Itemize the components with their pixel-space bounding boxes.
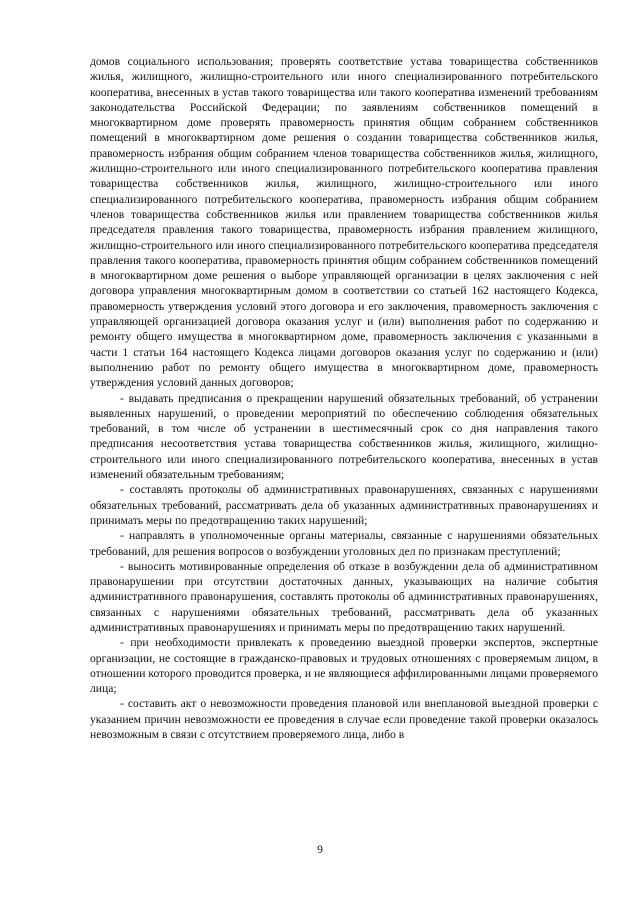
paragraph-continuation: домов социального использования; проверять соответствие устава товарищества собственников жилья, жилищного, жилищно-строительного или иного специализированного потребительского кооператива, внесенных в устав такого товарищества или такого кооператива изменений требованиям законодательства Российской Федерации; по заявлениям собственников помещений в многоквартирном доме проверять правомерность принятия общим собранием собственников помещений в многоквартирном доме решения о создании товарищества собственников жилья, правомерность избрания общим собранием членов товарищества собственников жилья, жилищного, жилищно-строительного или иного специализированного потребительского кооператива правления товарищества собственников жилья, жилищного, жилищно-строительного или иного специализированного потребительского кооператива, правомерность избрания общим собранием членов товарищества собственников жилья или правлением товарищества собственников жилья председателя правления такого товарищества, правомерность избрания правлением жилищного, жилищно-строительного или иного специализированного потребительского кооператива председателя правления такого кооператива, правомерность принятия общим собранием собственников помещений в многоквартирном доме решения о выборе управляющей организации в целях заключения с ней договора управления многоквартирным домом в соответствии со статьей 162 настоящего Кодекса, правомерность утверждения условий этого договора и его заключения, правомерность заключения с управляющей организацией договора оказания услуг и (или) выполнения работ по содержанию и ремонту общего имущества в многоквартирном доме, правомерность заключения с указанными в части 1 статьи 164 настоящего Кодекса лицами договоров оказания услуг по содержанию и (или) выполнению работ по ремонту общего имущества в многоквартирном доме, правомерность утверждения условий данных договоров;: [90, 55, 598, 390]
paragraph-experts: - при необходимости привлекать к проведению выездной проверки экспертов, экспертные организации, не состоящие в гражданско-правовых и трудовых отношениях с проверяемым лицом, в отношении которого проводится проверка, и не являющиеся аффилированными лицами проверяемого лица;: [90, 636, 598, 696]
paragraph-materials: - направлять в уполномоченные органы материалы, связанные с нарушениями обязательных требований, для решения вопросов о возбуждении уголовных дел по признакам преступлений;: [90, 529, 598, 558]
paragraph-protocols: - составлять протоколы об административных правонарушениях, связанных с нарушениями обязательных требований, рассматривать дела об указанных административных правонарушениях и принимать меры по предотвращению таких нарушений;: [90, 483, 598, 527]
document-body: [90, 54, 598, 742]
paragraph-prescriptions: - выдавать предписания о прекращении нарушений обязательных требований, об устранении выявленных нарушений, о проведении мероприятий по обеспечению соблюдения обязательных требований, в том числе об устранении в шестимесячный срок со дня направления такого предписания несоответствия устава товарищества собственников жилья, жилищного, жилищно-строительного или иного специализированного потребительского кооператива, внесенных в устав изменений обязательным требованиям;: [90, 391, 598, 482]
page-number: 9: [317, 843, 323, 856]
paragraph-refusal-rulings: - выносить мотивированные определения об отказе в возбуждении дела об административном правонарушении при отсутствии достаточных данных, указывающих на наличие события административного правонарушения, составлять протоколы об административных правонарушениях, связанных с нарушениями обязательных требований, рассматривать дела об указанных административных правонарушениях и принимать меры по предотвращению таких нарушений.: [90, 559, 598, 634]
paragraph-impossibility-act: - составить акт о невозможности проведения плановой или внеплановой выездной проверки с указанием причин невозможности ее проведения в случае если проведение такой проверки оказалось невозможным в связи с отсутствием проверяемого лица, либо в: [90, 697, 598, 742]
